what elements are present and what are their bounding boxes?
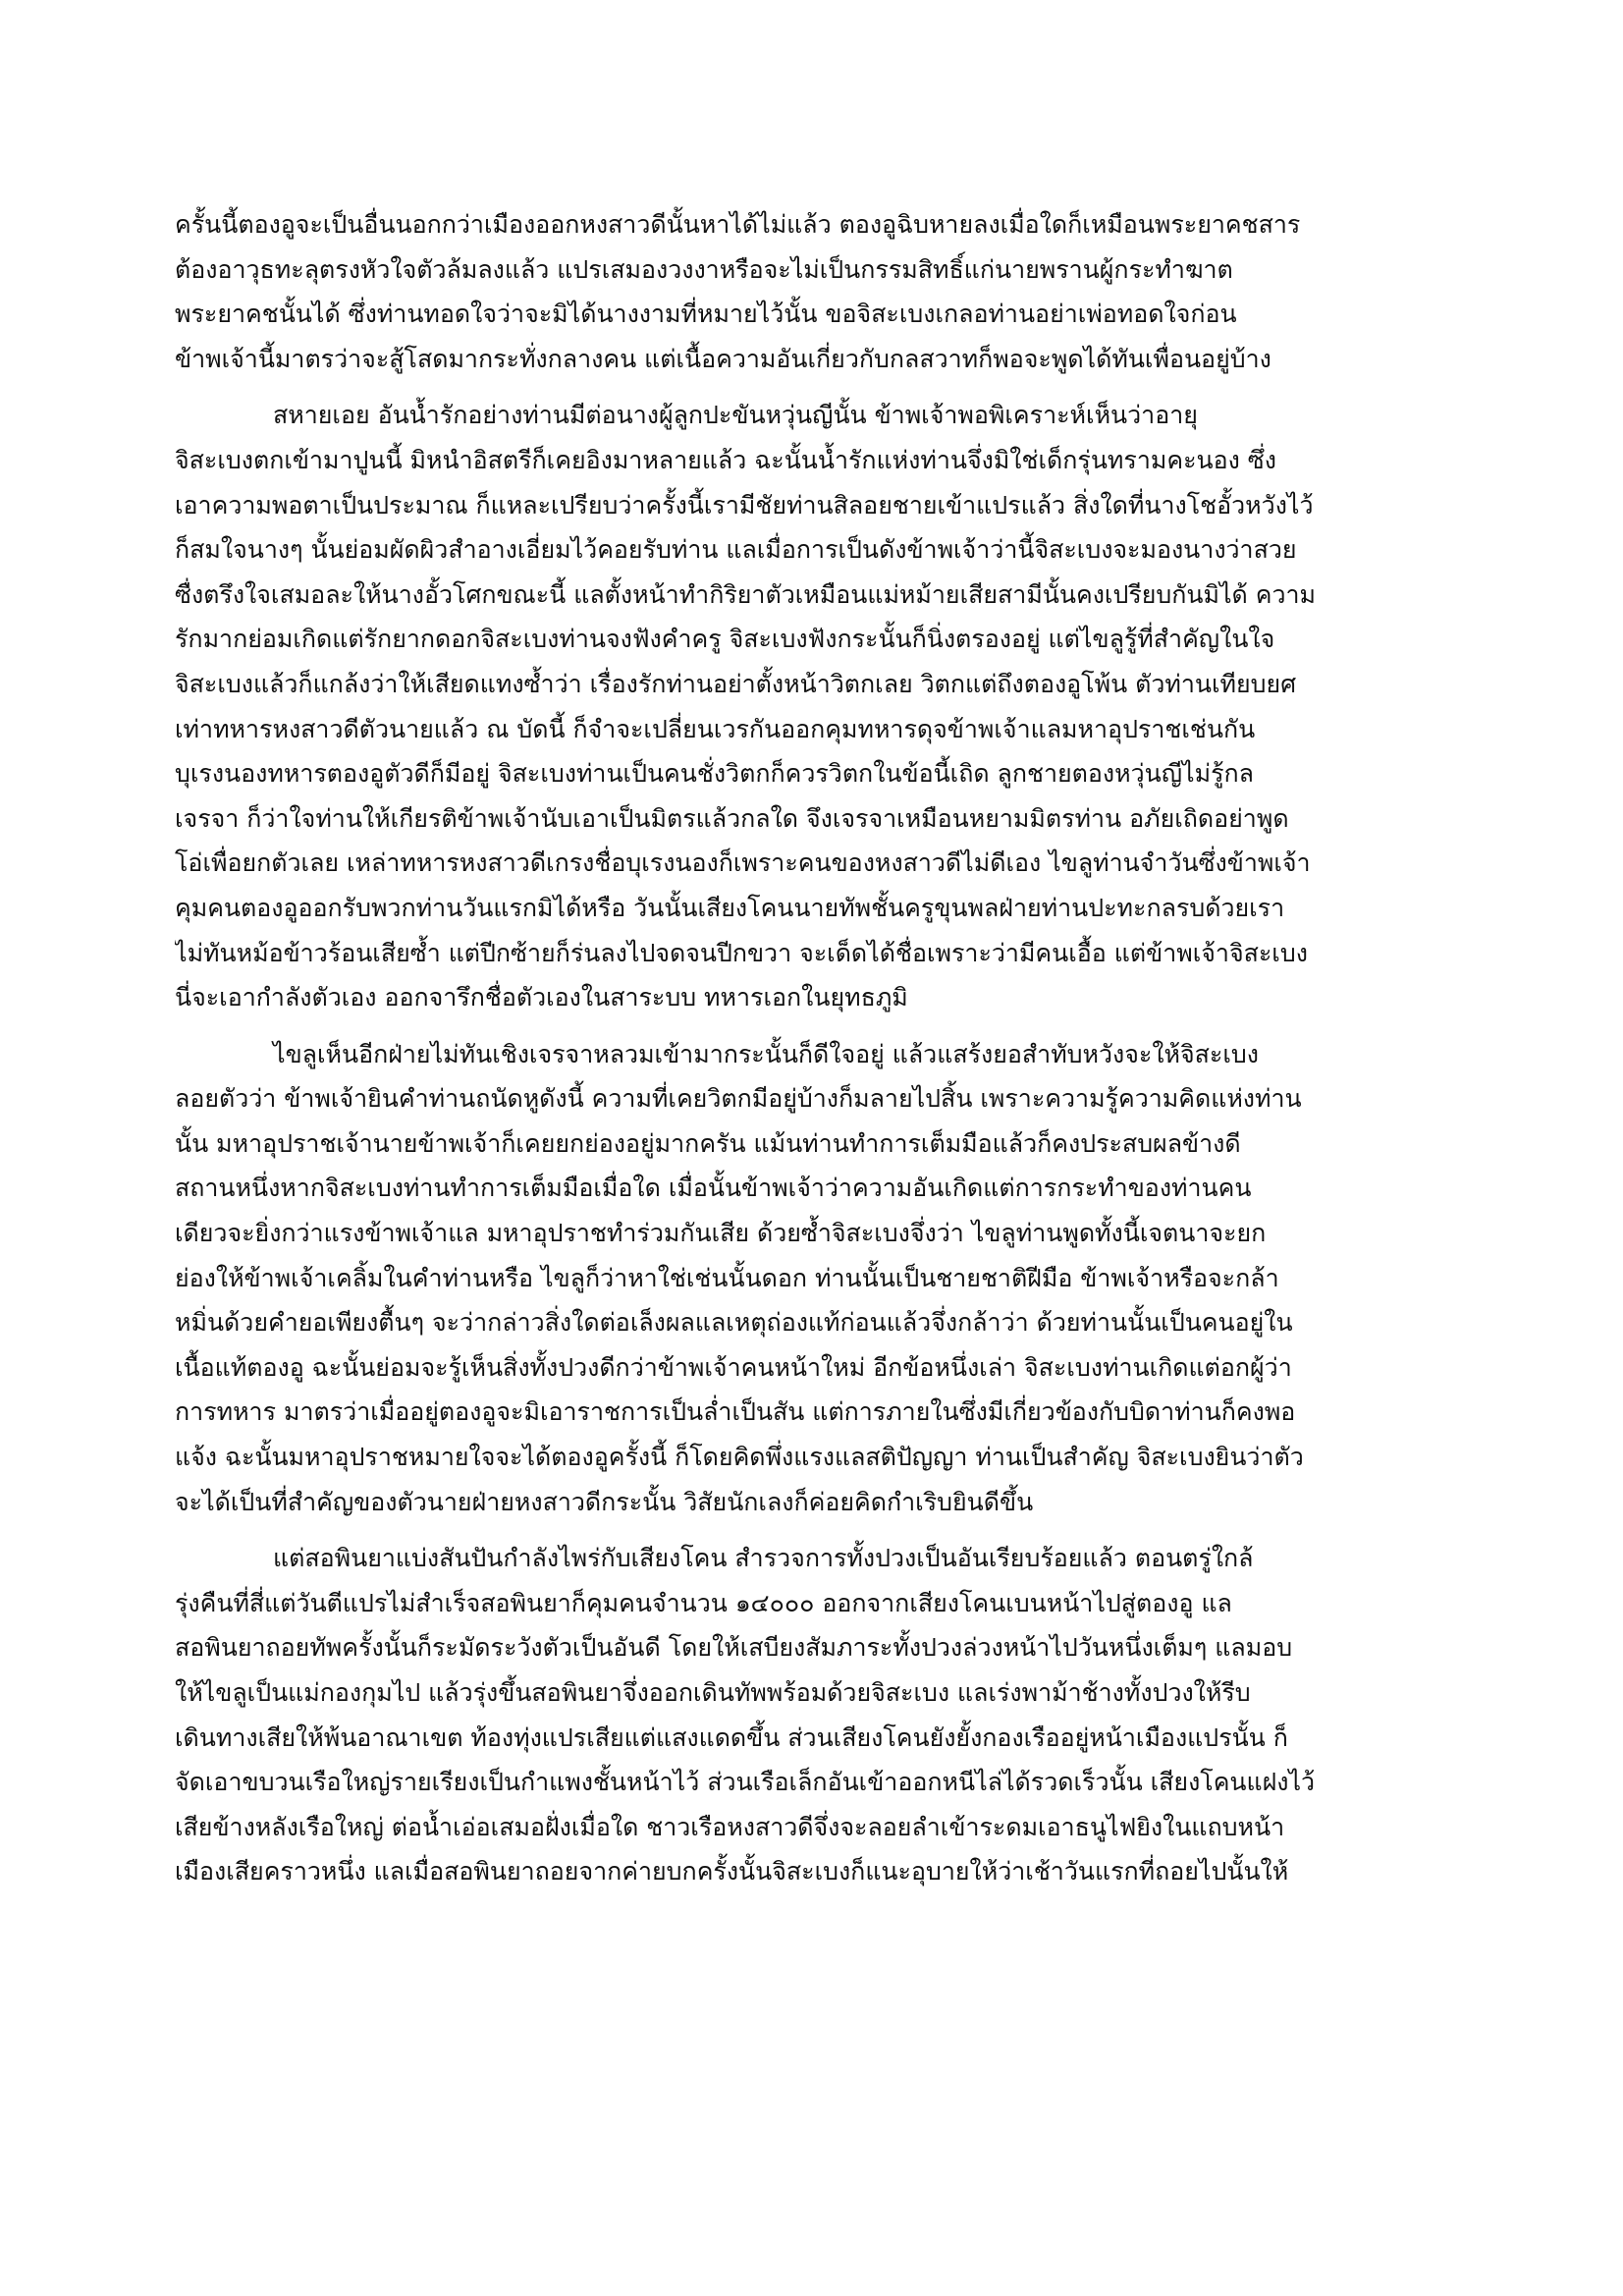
text-line: เดียวจะยิ่งกว่าแรงข้าพเจ้าแล มหาอุปราชทำร่วมกันเสีย ด้วยซ้ำจิสะเบงจึ่งว่า ไขลูท่านพูดทั้งนี้เจตนาจะยก xyxy=(175,1219,1267,1248)
text-line: จัดเอาขบวนเรือใหญ่รายเรียงเป็นกำแพงชั้นหน้าไว้ ส่วนเรือเล็กอันเข้าออกหนีไล่ได้รวดเร็วนั้น เสียงโคนแฝงไว้ xyxy=(175,1768,1316,1797)
text-line: เท่าทหารหงสาวดีตัวนายแล้ว ณ บัดนี้ ก็จำจะเปลี่ยนเวรกันออกคุมทหารดุจข้าพเจ้าแลมหาอุปราชเช่นกัน xyxy=(175,714,1256,743)
text-line: บุเรงนองทหารตองอูตัวดีก็มีอยู่ จิสะเบงท่านเป็นคนชั่งวิตกก็ควรวิตกในข้อนี้เถิด ลูกชายตองหวุ่นญีไม่รู้กล xyxy=(175,759,1254,789)
text-line: เมืองเสียคราวหนึ่ง แลเมื่อสอพินยาถอยจากค่ายบกครั้งนั้นจิสะเบงก็แนะอุบายให้ว่าเช้าวันแรกที่ถอยไปนั้นให้ xyxy=(175,1857,1289,1886)
document-body xyxy=(175,202,1451,1906)
text-line: นี่จะเอากำลังตัวเอง ออกจารึกชื่อตัวเองในสาระบบ ทหารเอกในยุทธภูมิ xyxy=(175,983,908,1012)
text-line: เสียข้างหลังเรือใหญ่ ต่อน้ำเอ่อเสมอฝั่งเมื่อใด ชาวเรือหงสาวดีจึ่งจะลอยลำเข้าระดมเอาธนูไฟยิงในแถบหน้า xyxy=(175,1812,1285,1841)
text-line: เอาความพอตาเป็นประมาณ ก็แหละเปรียบว่าครั้งนี้เรามีชัยท่านสิลอยชายเข้าแปรแล้ว สิ่งใดที่นางโชอั้วหวังไว้ xyxy=(175,490,1314,519)
text-line: รุ่งคืนที่สี่แต่วันตีแปรไม่สำเร็จสอพินยาก็คุมคนจำนวน ๑๔๐๐๐ ออกจากเสียงโคนเบนหน้าไปสู่ตองอู แล xyxy=(175,1588,1232,1617)
text-line: หมิ่นด้วยคำยอเพียงตื้นๆ จะว่ากล่าวสิ่งใดต่อเล็งผลแลเหตุถ่องแท้ก่อนแล้วจึ่งกล้าว่า ด้วยท่านนั้นเป็นคนอยู่ใน xyxy=(175,1308,1293,1338)
paragraph-2 xyxy=(175,393,1451,1019)
text-line: ก็สมใจนางๆ นั้นย่อมผัดผิวสำอางเอี่ยมไว้คอยรับท่าน แลเมื่อการเป็นดังข้าพเจ้าว่านี้จิสะเบงจะมองนางว่าสวย xyxy=(175,535,1297,565)
text-line: จิสะเบงแล้วก็แกล้งว่าให้เสียดแทงซ้ำว่า เรื่องรักท่านอย่าตั้งหน้าวิตกเลย วิตกแต่ถึงตองอูโพ้น ตัวท่านเทียบยศ xyxy=(175,669,1297,698)
text-line: ข้าพเจ้านี้มาตรว่าจะสู้โสดมากระทั่งกลางคน แต่เนื้อความอันเกี่ยวกับกลสวาทก็พอจะพูดได้ทันเพื่อนอยู่บ้าง xyxy=(175,344,1271,373)
text-line: เดินทางเสียให้พ้นอาณาเขต ท้องทุ่งแปรเสียแต่แสงแดดขึ้น ส่วนเสียงโคนยังยั้งกองเรืออยู่หน้าเมืองแปรนั้น ก็ xyxy=(175,1722,1288,1752)
paragraph-4 xyxy=(175,1536,1451,1894)
text-line: โอ่เพื่อยกตัวเลย เหล่าทหารหงสาวดีเกรงชื่อบุเรงนองก็เพราะคนของหงสาวดีไม่ดีเอง ไขลูท่านจำวันซึ่งข้าพเจ้า xyxy=(175,848,1311,878)
text-line: เจรจา ก็ว่าใจท่านให้เกียรติข้าพเจ้านับเอาเป็นมิตรแล้วกลใด จึงเจรจาเหมือนหยามมิตรท่าน อภัยเถิดอย่าพูด xyxy=(175,803,1289,833)
text-line: จะได้เป็นที่สำคัญของตัวนายฝ่ายหงสาวดีกระนั้น วิสัยนักเลงก็ค่อยคิดกำเริบยินดีขึ้น xyxy=(175,1487,1034,1516)
text-line: คุมคนตองอูออกรับพวกท่านวันแรกมิได้หรือ วันนั้นเสียงโคนนายทัพชั้นครูขุนพลฝ่ายท่านปะทะกลรบด้วยเรา xyxy=(175,893,1285,922)
text-line: พระยาคชนั้นได้ ซึ่งท่านทอดใจว่าจะมิได้นางงามที่หมายไว้นั้น ขอจิสะเบงเกลอท่านอย่าเพ่อทอดใจก่อน xyxy=(175,300,1237,329)
text-line: แจ้ง ฉะนั้นมหาอุปราชหมายใจจะได้ตองอูครั้งนี้ ก็โดยคิดพึ่งแรงแลสติปัญญา ท่านเป็นสำคัญ จิสะเบงยินว่าตัว xyxy=(175,1443,1304,1472)
text-line: ไม่ทันหม้อข้าวร้อนเสียซ้ำ แต่ปีกซ้ายก็ร่นลงไปจดจนปีกขวา จะเด็ดได้ชื่อเพราะว่ามีคนเอื้อ แต่ข้าพเจ้าจิสะเบง xyxy=(175,938,1308,967)
text-line: จิสะเบงตกเข้ามาปูนนี้ มิหนำอิสตรีก็เคยอิงมาหลายแล้ว ฉะนั้นน้ำรักแห่งท่านจึ่งมิใช่เด็กรุ่นทรามคะนอง ซึ่ง xyxy=(175,445,1276,474)
text-line: ไขลูเห็นอีกฝ่ายไม่ทันเชิงเจรจาหลวมเข้ามากระนั้นก็ดีใจอยู่ แล้วแสร้งยอสำทับหวังจะให้จิสะเบง xyxy=(273,1039,1259,1068)
text-line: ย่องให้ข้าพเจ้าเคลิ้มในคำท่านหรือ ไขลูก็ว่าหาใช่เช่นนั้นดอก ท่านนั้นเป็นชายชาติฝีมือ ข้าพเจ้าหรือจะกล้า xyxy=(175,1263,1279,1292)
text-line: แต่สอพินยาแบ่งสันปันกำลังไพร่กับเสียงโคน สำรวจการทั้งปวงเป็นอันเรียบร้อยแล้ว ตอนตรู่ใกล้ xyxy=(273,1544,1254,1573)
text-line: ต้องอาวุธทะลุตรงหัวใจตัวล้มลงแล้ว แปรเสมองวงงาหรือจะไม่เป็นกรรมสิทธิ์แก่นายพรานผู้กระทำฆาต xyxy=(175,254,1233,284)
text-line: สถานหนึ่งหากจิสะเบงท่านทำการเต็มมือเมื่อใด เมื่อนั้นข้าพเจ้าว่าความอันเกิดแต่การกระทำของท่านคน xyxy=(175,1174,1252,1203)
text-line: ให้ไขลูเป็นแม่กองกุมไป แล้วรุ่งขึ้นสอพินยาจึ่งออกเดินทัพพร้อมด้วยจิสะเบง แลเร่งพาม้าช้างทั้งปวงให้รีบ xyxy=(175,1678,1251,1707)
paragraph-1 xyxy=(175,202,1451,381)
paragraph-3 xyxy=(175,1032,1451,1525)
text-line: ซื่งตรึงใจเสมอละให้นางอั้วโศกขณะนี้ แลตั้งหน้าทำกิริยาตัวเหมือนแม่หม้ายเสียสามีนั้นคงเปรียบกันมิได้ ความ xyxy=(175,579,1317,609)
text-line: รักมากย่อมเกิดแต่รักยากดอกจิสะเบงท่านจงฟังคำครู จิสะเบงฟังกระนั้นก็นิ่งตรองอยู่ แต่ไขลูรู้ที่สำคัญในใจ xyxy=(175,625,1275,654)
text-line: นั้น มหาอุปราชเจ้านายข้าพเจ้าก็เคยยกย่องอยู่มากครัน แม้นท่านทำการเต็มมือแล้วก็คงประสบผลข้างดี xyxy=(175,1128,1241,1158)
text-line: สหายเอย อันน้ำรักอย่างท่านมีต่อนางผู้ลูกปะขันหวุ่นญีนั้น ข้าพเจ้าพอพิเคราะห์เห็นว่าอายุ xyxy=(273,401,1198,430)
text-line: ครั้นนี้ตองอูจะเป็นอื่นนอกกว่าเมืองออกหงสาวดีนั้นหาได้ไม่แล้ว ตองอูฉิบหายลงเมื่อใดก็เหมือนพระยาคชสาร xyxy=(175,210,1301,239)
text-line: เนื้อแท้ตองอู ฉะนั้นย่อมจะรู้เห็นสิ่งทั้งปวงดีกว่าข้าพเจ้าคนหน้าใหม่ อีกข้อหนึ่งเล่า จิสะเบงท่านเกิดแต่อกผู้ว่า xyxy=(175,1352,1292,1382)
text-line: การทหาร มาตรว่าเมื่ออยู่ตองอูจะมิเอาราชการเป็นล่ำเป็นสัน แต่การภายในซึ่งมีเกี่ยวข้องกับบิดาท่านก็คงพอ xyxy=(175,1397,1296,1427)
text-line: ลอยตัวว่า ข้าพเจ้ายินคำท่านถนัดหูดังนี้ ความที่เคยวิตกมีอยู่บ้างก็มลายไปสิ้น เพราะความรู้ความคิดแห่งท่าน xyxy=(175,1084,1302,1114)
text-line: สอพินยาถอยทัพครั้งนั้นก็ระมัดระวังตัวเป็นอันดี โดยให้เสบียงสัมภาระทั้งปวงล่วงหน้าไปวันหนึ่งเต็มๆ แลมอบ xyxy=(175,1633,1293,1663)
